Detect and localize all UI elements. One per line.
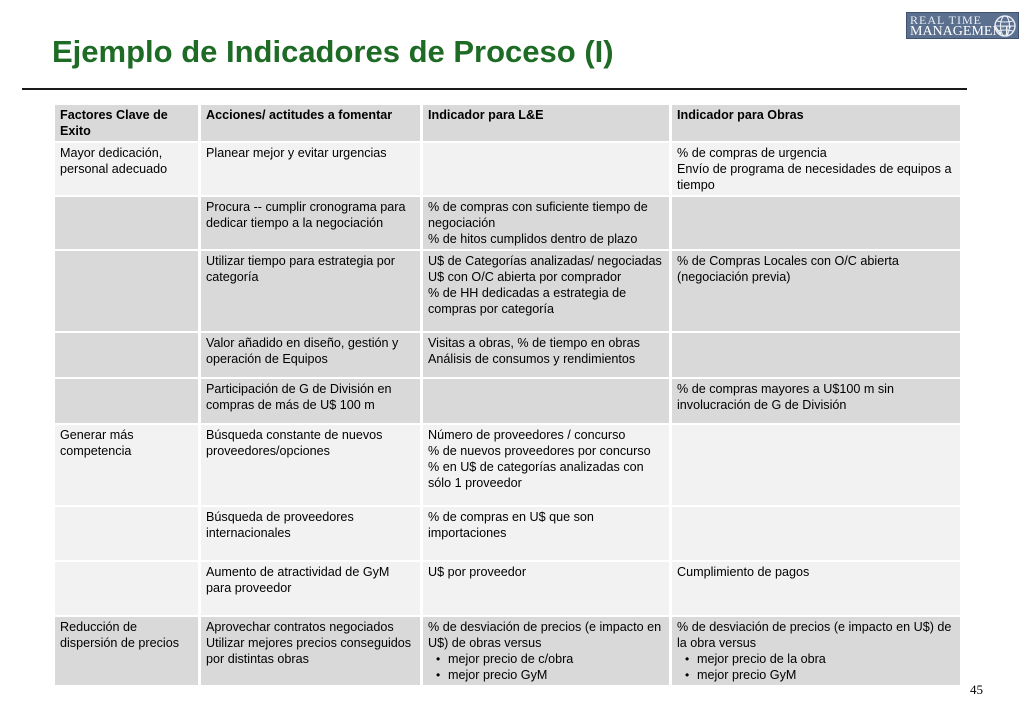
cell-indicador-le [423,562,669,615]
cell-factor [55,379,198,423]
cell-line: % de compras en U$ que son importaciones [428,510,594,540]
cell-factor: Mayor dedicación, personal adecuado [55,143,198,195]
header-indicador-obras: Indicador para Obras [672,105,960,141]
page-title: Ejemplo de Indicadores de Proceso (I) [52,34,614,69]
cell-line: % de desviación de precios (e impacto en U$) de la obra versus [677,620,952,650]
cell-indicador-obras [672,562,960,615]
table-row [55,379,960,423]
cell-line: Cumplimiento de pagos [677,565,810,579]
cell-indicador-obras [672,197,960,249]
cell-line: % de nuevos proveedores por concurso [428,444,651,458]
bullet-list [677,651,955,683]
logo-line-2: MANAGEMENT [910,24,1012,39]
globe-icon [993,14,1017,38]
cell-factor: Reducción de dispersión de precios [55,617,198,685]
cell-line: % de Compras Locales con O/C abierta (negociación previa) [677,254,899,284]
table-row [55,507,960,560]
cell-factor [55,562,198,615]
cell-indicador-obras [672,379,960,423]
cell-indicador-le [423,617,669,685]
page-number: 45 [970,682,983,697]
cell-indicador-obras [672,617,960,685]
cell-accion: Búsqueda constante de nuevos proveedores/opciones [201,425,420,505]
cell-accion: Procura -- cumplir cronograma para dedicar tiempo a la negociación [201,197,420,249]
cell-factor [55,251,198,331]
table-row [55,425,960,505]
cell-accion: Aumento de atractividad de GyM para proveedor [201,562,420,615]
cell-accion: Utilizar tiempo para estrategia por categoría [201,251,420,331]
table-row [55,617,960,685]
cell-indicador-le [423,379,669,423]
cell-line: U$ por proveedor [428,565,527,579]
cell-indicador-obras [672,143,960,195]
cell-factor [55,507,198,560]
cell-indicador-le [423,333,669,377]
cell-indicador-obras [672,251,960,331]
header-indicador-le: Indicador para L&E [423,105,669,141]
logo-line-1: REAL TIME [910,13,982,27]
bullet-item: • mejor precio de c/obra [436,651,664,667]
bullet-item: • mejor precio GyM [685,667,955,683]
cell-line: % de compras con suficiente tiempo de negociación [428,200,648,230]
cell-line: Número de proveedores / concurso [428,428,626,442]
title-divider [22,88,967,90]
cell-line: % en U$ de categorías analizadas con sólo 1 proveedor [428,460,644,490]
table-row [55,251,960,331]
table-header-row [55,105,960,141]
bullet-list [428,651,664,683]
cell-line: % de desviación de precios (e impacto en U$) de obras versus [428,620,662,650]
cell-indicador-obras [672,507,960,560]
cell-factor [55,197,198,249]
bullet-item: • mejor precio de la obra [685,651,955,667]
table-row [55,197,960,249]
cell-line: U$ con O/C abierta por comprador [428,270,622,284]
header-acciones: Acciones/ actitudes a fomentar [201,105,420,141]
table-row [55,143,960,195]
table-row [55,333,960,377]
cell-indicador-le [423,251,669,331]
process-indicators-table [52,103,963,687]
bullet-item: • mejor precio GyM [436,667,664,683]
cell-line: % de hitos cumplidos dentro de plazo [428,232,638,246]
cell-factor: Generar más competencia [55,425,198,505]
cell-line: % de HH dedicadas a estrategia de compras por categoría [428,286,627,316]
cell-line: % de compras mayores a U$100 m sin involucración de G de División [677,382,894,412]
cell-line: Envío de programa de necesidades de equipos a tiempo [677,162,952,192]
cell-accion: Búsqueda de proveedores internacionales [201,507,420,560]
cell-indicador-le [423,425,669,505]
cell-accion: Participación de G de División en compras de más de U$ 100 m [201,379,420,423]
cell-indicador-le [423,507,669,560]
header-factores: Factores Clave de Exito [55,105,198,141]
cell-line: % de compras de urgencia [677,146,827,160]
cell-accion: Planear mejor y evitar urgencias [201,143,420,195]
cell-accion: Aprovechar contratos negociados Utilizar mejores precios conseguidos por distintas obras [201,617,420,685]
cell-indicador-obras [672,333,960,377]
cell-indicador-obras [672,425,960,505]
cell-indicador-le [423,197,669,249]
company-logo [906,12,1019,39]
cell-line: Análisis de consumos y rendimientos [428,352,636,366]
cell-indicador-le [423,143,669,195]
table-row [55,562,960,615]
cell-line: Visitas a obras, % de tiempo en obras [428,336,640,350]
cell-factor [55,333,198,377]
cell-line: U$ de Categorías analizadas/ negociadas [428,254,662,268]
cell-accion: Valor añadido en diseño, gestión y operación de Equipos [201,333,420,377]
